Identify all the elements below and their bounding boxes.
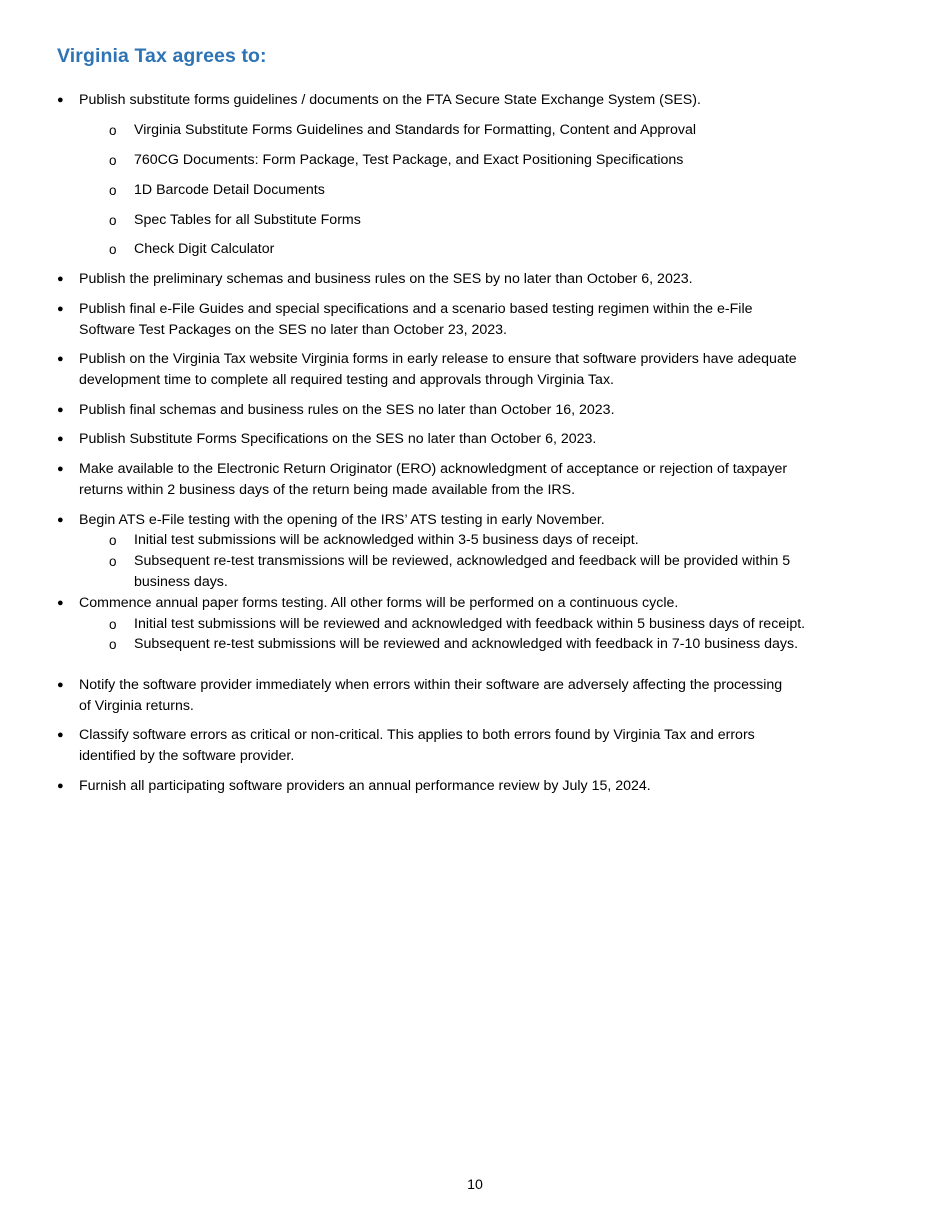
bullet-marker: ● [57,273,64,285]
sub-bullet-marker: o [109,153,117,168]
sub-list-item-text: Subsequent re-test transmissions will be reviewed, acknowledged and feedback will be provided within 5 business days. [134,553,791,590]
sub-bullet-marker: o [109,637,117,652]
sub-list-item-text: 760CG Documents: Form Package, Test Package, and Exact Positioning Specifications [134,152,684,168]
bullet-marker: ● [57,679,64,691]
list-item-text: Publish Substitute Forms Specifications on the SES no later than October 6, 2023. [79,431,597,447]
page-number: 10 [467,1177,483,1193]
sub-bullet-marker: o [109,183,117,198]
sub-list-item-text: Spec Tables for all Substitute Forms [134,212,361,228]
bullet-marker: ● [57,780,64,792]
bullet-marker: ● [57,404,64,416]
bullet-marker: ● [57,597,64,609]
bullet-marker: ● [57,353,64,365]
list-item-text: Publish final schemas and business rules on the SES no later than October 16, 2023. [79,402,615,418]
sub-list-item-text: Initial test submissions will be reviewed and acknowledged with feedback within 5 business days of receipt. [134,616,806,632]
list-item-text: Commence annual paper forms testing. All other forms will be performed on a continuous cycle. [79,595,679,611]
sub-list-item-text: Initial test submissions will be acknowledged within 3-5 business days of receipt. [134,532,639,548]
sub-list-item-text: Virginia Substitute Forms Guidelines and Standards for Formatting, Content and Approval [134,122,697,138]
sub-bullet-marker: o [109,533,117,548]
list-item-text: Begin ATS e-File testing with the opening of the IRS’ ATS testing in early November. [79,512,605,528]
bullet-marker: ● [57,303,64,315]
sub-bullet-marker: o [109,554,117,569]
sub-bullet-marker: o [109,617,117,632]
sub-list-item-text: Check Digit Calculator [134,241,275,257]
sub-bullet-marker: o [109,213,117,228]
list-item-text: Publish the preliminary schemas and business rules on the SES by no later than October 6, 2023. [79,271,693,287]
section-heading: Virginia Tax agrees to: [57,45,267,67]
list-item-text: Classify software errors as critical or non-critical. This applies to both errors found by Virginia Tax and errors identified by the software provider. [79,727,755,764]
bullet-marker: ● [57,463,64,475]
bullet-marker: ● [57,514,64,526]
bullet-marker: ● [57,729,64,741]
sub-bullet-marker: o [109,123,117,138]
list-item-text: Publish on the Virginia Tax website Virginia forms in early release to ensure that software providers have adequate development time to complete all required testing and approvals through Virginia Tax. [79,351,797,388]
bullet-marker: ● [57,433,64,445]
sub-list-item-text: Subsequent re-test submissions will be reviewed and acknowledged with feedback in 7-10 business days. [134,636,799,652]
list-item-text: Furnish all participating software providers an annual performance review by July 15, 2024. [79,778,651,794]
bullet-marker: ● [57,94,64,106]
list-item-text: Publish substitute forms guidelines / documents on the FTA Secure State Exchange System (SES). [79,92,701,108]
list-item-text: Make available to the Electronic Return Originator (ERO) acknowledgment of acceptance or rejection of taxpayer returns within 2 business days of the return being made available from the IRS. [79,461,788,498]
list-item-text: Publish final e-File Guides and special specifications and a scenario based testing regimen within the e-File Software Test Packages on the SES no later than October 23, 2023. [79,301,753,338]
sub-list-item-text: 1D Barcode Detail Documents [134,182,325,198]
list-item-text: Notify the software provider immediately when errors within their software are adversely affecting the processing of Virginia returns. [79,677,783,714]
sub-bullet-marker: o [109,242,117,257]
